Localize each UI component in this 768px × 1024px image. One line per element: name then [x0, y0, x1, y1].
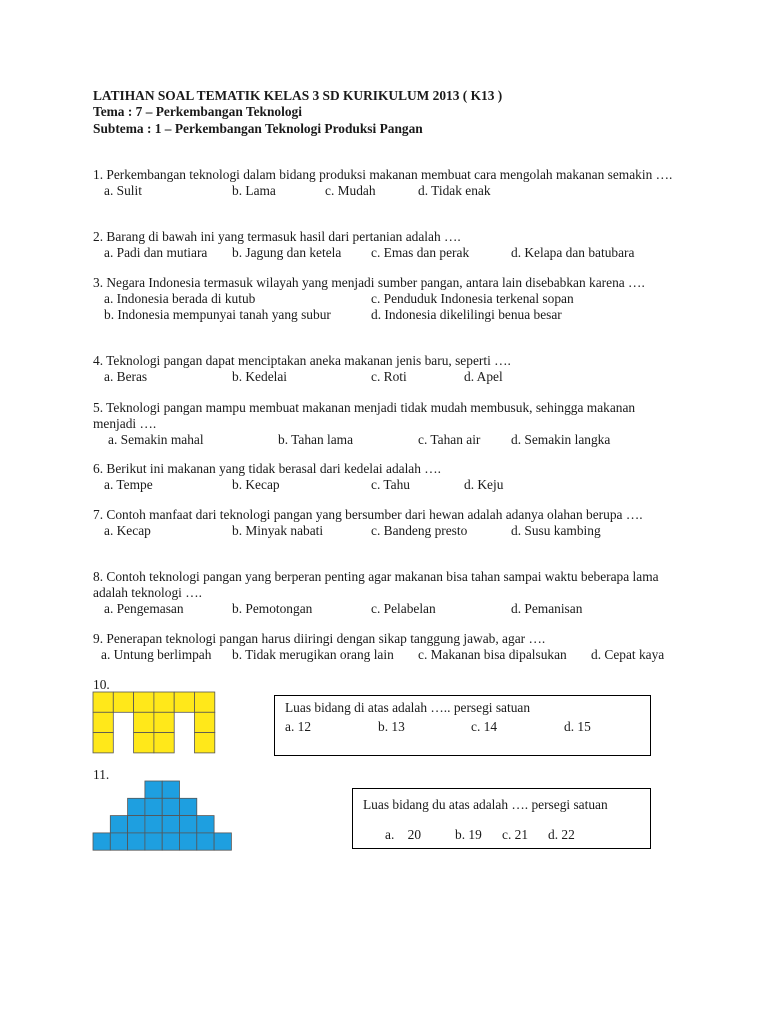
- question-10-number: 10.: [93, 677, 110, 692]
- grid-square: [145, 781, 162, 798]
- question-stem: 6. Berikut ini makanan yang tidak berasal dari kedelai adalah ….: [93, 461, 442, 476]
- option-a: a. Untung berlimpah: [101, 647, 212, 662]
- option-b: b. 19: [455, 827, 482, 842]
- grid-square: [195, 692, 215, 712]
- option-d: d. Apel: [464, 369, 503, 384]
- grid-square: [128, 816, 145, 833]
- option-row: [93, 432, 673, 448]
- option-c: c. Emas dan perak: [371, 245, 470, 260]
- grid-square: [162, 833, 179, 850]
- question-5: [93, 400, 673, 448]
- option-a: a. Padi dan mutiara: [104, 245, 208, 260]
- grid-square: [145, 833, 162, 850]
- option-row: [93, 245, 673, 261]
- question-7: [93, 507, 673, 539]
- option-a: a. Kecap: [104, 523, 151, 538]
- option-c: c. 21: [502, 827, 529, 842]
- option-row: [93, 369, 673, 385]
- grid-square: [110, 816, 127, 833]
- question-4: [93, 353, 673, 385]
- grid-square: [197, 816, 214, 833]
- grid-square: [128, 798, 145, 815]
- option-b: b. Kecap: [232, 477, 280, 492]
- option-b: b. Minyak nabati: [232, 523, 324, 538]
- option-c: c. Penduduk Indonesia terkenal sopan: [371, 291, 574, 306]
- option-d: d. Pemanisan: [511, 601, 583, 616]
- question-8: [93, 569, 673, 617]
- grid-square: [128, 833, 145, 850]
- grid-square: [154, 712, 174, 732]
- subtema-line: Subtema : 1 – Perkembangan Teknologi Produksi Pangan: [93, 121, 423, 136]
- grid-square: [214, 833, 231, 850]
- grid-square: [180, 798, 197, 815]
- grid-square: [134, 692, 154, 712]
- question-stem: 5. Teknologi pangan mampu membuat makanan menjadi tidak mudah membusuk, sehingga makanan menjadi ….: [93, 400, 636, 431]
- option-d: d. Kelapa dan batubara: [511, 245, 635, 260]
- option-b: b. Lama: [232, 183, 276, 198]
- grid-square: [162, 781, 179, 798]
- option-c: c. Pelabelan: [371, 601, 436, 616]
- option-c: c. Mudah: [325, 183, 376, 198]
- question-10-text: Luas bidang di atas adalah ….. persegi satuan: [285, 700, 531, 715]
- option-a: a. 20: [385, 827, 422, 842]
- option-a: a. Semakin mahal: [108, 432, 204, 447]
- grid-square: [197, 833, 214, 850]
- yellow-block-figure: [93, 692, 217, 752]
- option-b: b. Indonesia mempunyai tanah yang subur: [104, 307, 331, 322]
- option-a: a. Beras: [104, 369, 148, 384]
- question-stem: 9. Penerapan teknologi pangan harus diiringi dengan sikap tanggung jawab, agar ….: [93, 631, 546, 646]
- option-b: b. Pemotongan: [232, 601, 313, 616]
- grid-square: [154, 733, 174, 753]
- grid-square: [145, 798, 162, 815]
- question-6: [93, 461, 673, 493]
- question-11-text: Luas bidang du atas adalah …. persegi satuan: [363, 797, 608, 812]
- option-b: b. Jagung dan ketela: [232, 245, 342, 260]
- option-row: [93, 477, 673, 493]
- option-d: d. Semakin langka: [511, 432, 611, 447]
- grid-square: [162, 798, 179, 815]
- option-c: c. Bandeng presto: [371, 523, 468, 538]
- grid-square: [93, 733, 113, 753]
- grid-square: [93, 833, 110, 850]
- grid-square: [180, 816, 197, 833]
- question-10-box: [274, 695, 651, 756]
- grid-square: [195, 733, 215, 753]
- grid-square: [195, 712, 215, 732]
- option-a: a. 12: [285, 719, 312, 734]
- question-stem: 4. Teknologi pangan dapat menciptakan aneka makanan jenis baru, seperti ….: [93, 353, 511, 368]
- question-stem: 1. Perkembangan teknologi dalam bidang produksi makanan membuat cara mengolah makanan semakin ….: [93, 167, 673, 182]
- option-row: [93, 601, 673, 617]
- option-b: b. Tidak merugikan orang lain: [232, 647, 394, 662]
- option-a: a. Pengemasan: [104, 601, 184, 616]
- option-c: c. Tahu: [371, 477, 410, 492]
- question-9: [93, 631, 673, 663]
- option-c: c. Tahan air: [418, 432, 481, 447]
- grid-square: [174, 692, 194, 712]
- option-c: c. Roti: [371, 369, 407, 384]
- option-a: a. Indonesia berada di kutub: [104, 291, 256, 306]
- option-row: [93, 523, 673, 539]
- option-a: a. Tempe: [104, 477, 153, 492]
- option-d: d. Tidak enak: [418, 183, 491, 198]
- question-1: [93, 167, 673, 199]
- blue-block-figure: [93, 781, 235, 851]
- option-d: d. Keju: [464, 477, 504, 492]
- question-11-number: 11.: [93, 767, 110, 782]
- option-row: [93, 647, 673, 663]
- option-row: [93, 307, 673, 323]
- worksheet-title: LATIHAN SOAL TEMATIK KELAS 3 SD KURIKULUM 2013 ( K13 ): [93, 88, 503, 103]
- grid-square: [145, 816, 162, 833]
- question-stem: 2. Barang di bawah ini yang termasuk hasil dari pertanian adalah ….: [93, 229, 461, 244]
- grid-square: [154, 692, 174, 712]
- grid-square: [162, 816, 179, 833]
- question-stem: 7. Contoh manfaat dari teknologi pangan yang bersumber dari hewan adalah adanya olahan berupa ….: [93, 507, 643, 522]
- option-b: b. Tahan lama: [278, 432, 354, 447]
- option-c: c. Makanan bisa dipalsukan: [418, 647, 567, 662]
- tema-line: Tema : 7 – Perkembangan Teknologi: [93, 104, 302, 119]
- option-d: d. Susu kambing: [511, 523, 601, 538]
- question-stem: 8. Contoh teknologi pangan yang berperan penting agar makanan bisa tahan sampai waktu beberapa lama adalah teknologi ….: [93, 569, 659, 600]
- option-a: a. Sulit: [104, 183, 142, 198]
- grid-square: [113, 692, 133, 712]
- option-row: [93, 291, 673, 307]
- grid-square: [180, 833, 197, 850]
- question-3: [93, 275, 673, 323]
- option-d: d. 15: [564, 719, 591, 734]
- option-row: [93, 183, 673, 199]
- option-b: b. Kedelai: [232, 369, 288, 384]
- question-2: [93, 229, 673, 261]
- option-d: d. 22: [548, 827, 575, 842]
- option-c: c. 14: [471, 719, 498, 734]
- grid-square: [134, 733, 154, 753]
- grid-square: [134, 712, 154, 732]
- option-d: d. Cepat kaya: [591, 647, 665, 662]
- grid-square: [110, 833, 127, 850]
- question-stem: 3. Negara Indonesia termasuk wilayah yang menjadi sumber pangan, antara lain disebabkan karena ….: [93, 275, 645, 290]
- option-d: d. Indonesia dikelilingi benua besar: [371, 307, 562, 322]
- grid-square: [93, 692, 113, 712]
- grid-square: [93, 712, 113, 732]
- question-11-box: [352, 788, 651, 849]
- option-b: b. 13: [378, 719, 405, 734]
